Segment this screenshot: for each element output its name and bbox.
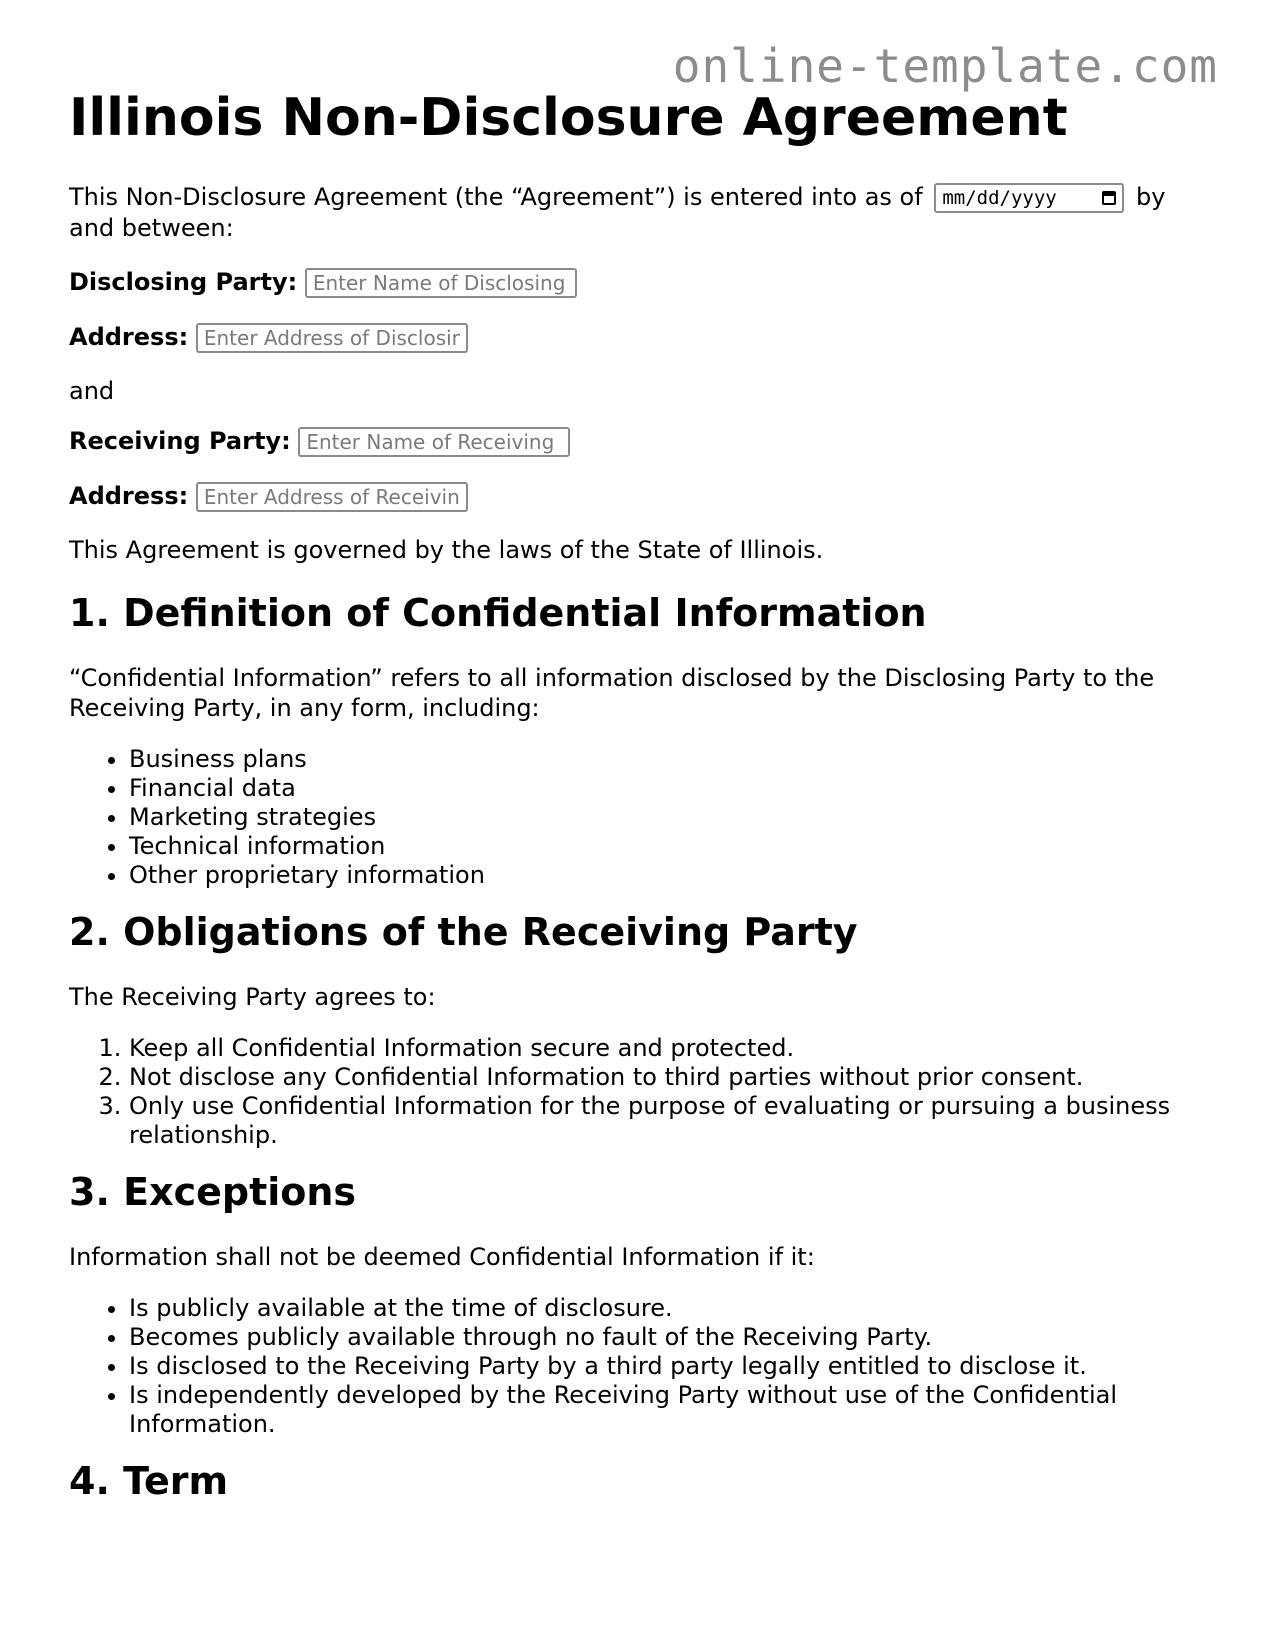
receiving-address-label: Address: <box>69 482 189 510</box>
list-item: • Is disclosed to the Receiving Party by a third party legally entitled to disclose it. <box>129 1352 1199 1381</box>
receiving-party-address-input[interactable] <box>196 482 468 512</box>
section-1-text: “Confidential Information” refers to all information disclosed by the Disclosing Party to the Receiving Party, in any form, including: <box>69 664 1155 722</box>
receiving-party-label: Receiving Party: <box>69 427 291 455</box>
section-2-text: The Receiving Party agrees to: <box>69 983 436 1011</box>
watermark: online-template.com <box>672 39 1218 93</box>
list-item: • Business plans <box>129 745 1199 774</box>
and-text: and <box>69 377 115 405</box>
receiving-party-name-input[interactable] <box>298 427 570 457</box>
section-2-heading: 2. Obligations of the Receiving Party <box>69 910 858 954</box>
section-3-list <box>69 1294 1199 1439</box>
intro-text-end: by and between: <box>69 183 1166 242</box>
intro-paragraph <box>69 182 1199 243</box>
agreement-date-input[interactable] <box>934 183 1124 213</box>
section-1-list <box>69 745 1199 890</box>
list-item: • Marketing strategies <box>129 803 1199 832</box>
list-item: • Becomes publicly available through no fault of the Receiving Party. <box>129 1323 1199 1352</box>
page-title: Illinois Non-Disclosure Agreement <box>69 88 1068 148</box>
section-3-text: Information shall not be deemed Confidential Information if it: <box>69 1243 815 1271</box>
document-page <box>69 86 1199 1505</box>
receiving-party-row <box>69 424 1199 458</box>
intro-text: This Non-Disclosure Agreement (the “Agreement”) is entered into as of <box>69 183 923 211</box>
disclosing-party-row <box>69 265 1199 299</box>
disclosing-address-label: Address: <box>69 323 189 351</box>
date-placeholder: mm/dd/yyyy <box>942 187 1057 209</box>
list-item: 2. Not disclose any Confidential Information to third parties without prior consent. <box>129 1063 1199 1092</box>
list-item: 3. Only use Confidential Information for the purpose of evaluating or pursuing a business relationship. <box>129 1092 1199 1150</box>
section-2-list <box>69 1034 1199 1150</box>
governing-law-text: This Agreement is governed by the laws of the State of Illinois. <box>69 536 824 564</box>
list-item: 1. Keep all Confidential Information secure and protected. <box>129 1034 1199 1063</box>
receiving-address-row <box>69 479 1199 513</box>
section-1-heading: 1. Definition of Confidential Information <box>69 591 927 635</box>
disclosing-party-address-input[interactable] <box>196 323 468 353</box>
list-item: • Is publicly available at the time of disclosure. <box>129 1294 1199 1323</box>
list-item: • Is independently developed by the Receiving Party without use of the Confidential Information. <box>129 1381 1199 1439</box>
disclosing-party-name-input[interactable] <box>305 268 577 298</box>
disclosing-party-label: Disclosing Party: <box>69 268 298 296</box>
disclosing-address-row <box>69 320 1199 354</box>
section-4-heading: 4. Term <box>69 1459 229 1503</box>
section-3-heading: 3. Exceptions <box>69 1170 357 1214</box>
list-item: • Technical information <box>129 832 1199 861</box>
list-item: • Other proprietary information <box>129 861 1199 890</box>
list-item: • Financial data <box>129 774 1199 803</box>
calendar-icon[interactable] <box>1102 191 1116 205</box>
